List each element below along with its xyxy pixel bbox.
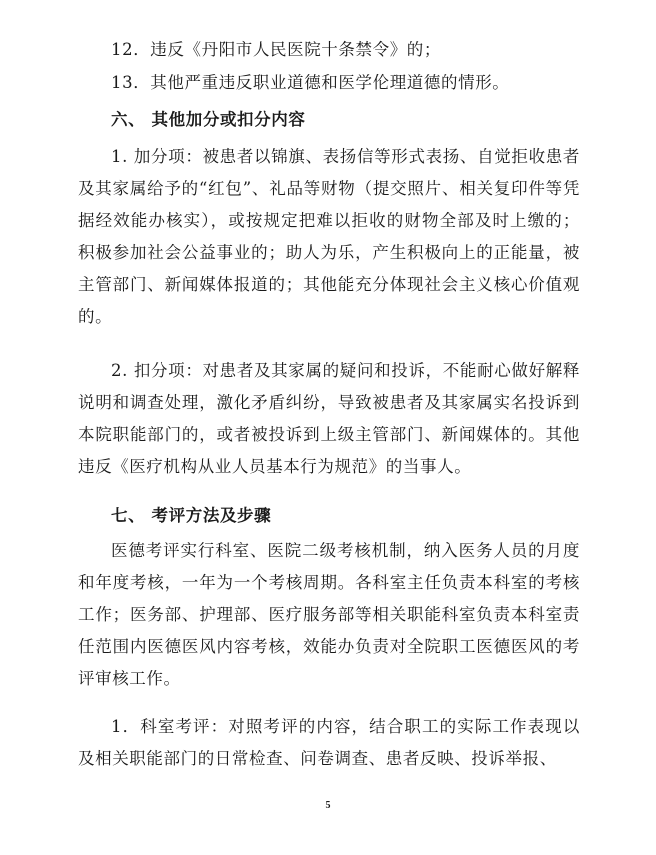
department-evaluation-paragraph: 1．科室考评：对照考评的内容，结合职工的实际工作表现以及相关职能部门的日常检查、问卷调查、患者反映、投诉举报、 [78, 717, 580, 768]
item-12: 12．违反《丹阳市人民医院十条禁令》的； [111, 40, 441, 59]
section-heading-7: 七、 考评方法及步骤 [111, 506, 272, 525]
bonus-points-paragraph: 1. 加分项：被患者以锦旗、表扬信等形式表扬、自觉拒收患者及其家属给予的“红包”、礼品等财物（提交照片、相关复印件等凭据经效能办核实），或按规定把难以拒收的财物全部及时上缴的；积极参加社会公益事业的；助人为乐，产生积极向上的正能量，被主管部门、新闻媒体报道的；其他能充分体现社会主义核心价值观的。 [78, 147, 580, 326]
page-number: 5 [325, 800, 331, 811]
evaluation-method-paragraph: 医德考评实行科室、医院二级考核机制，纳入医务人员的月度和年度考核，一年为一个考核周期。各科室主任负责本科室的考核工作；医务部、护理部、医疗服务部等相关职能科室负责本科室责任范围内医德医风内容考核，效能办负责对全院职工医德医风的考评审核工作。 [78, 541, 580, 688]
section-heading-6: 六、 其他加分或扣分内容 [111, 110, 306, 129]
item-13: 13．其他严重违反职业道德和医学伦理道德的情形。 [111, 73, 510, 92]
deduction-points-paragraph: 2. 扣分项：对患者及其家属的疑问和投诉，不能耐心做好解释说明和调查处理，激化矛盾纠纷，导致被患者及其家属实名投诉到本院职能部门的，或者被投诉到上级主管部门、新闻媒体的。其他违反《医疗机构从业人员基本行为规范》的当事人。 [78, 361, 580, 476]
